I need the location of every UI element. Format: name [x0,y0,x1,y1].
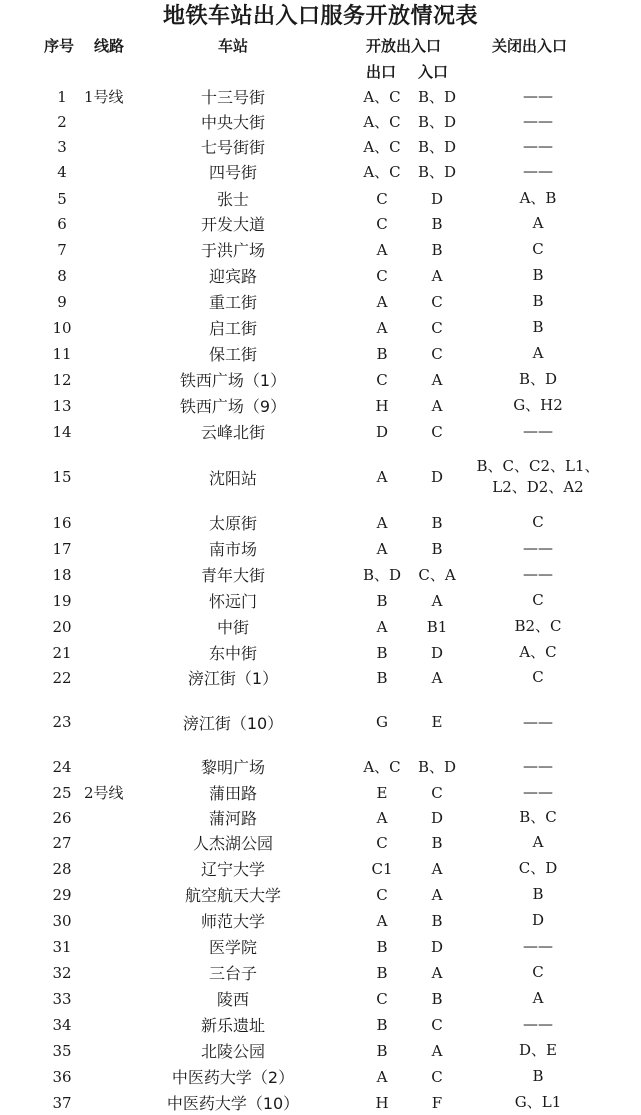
row-entry: C [431,318,443,337]
row-station: 中央大街 [200,113,265,132]
row-exit: C [376,189,388,208]
row-number: 19 [52,591,72,610]
row-line [84,754,144,779]
table-row [0,315,641,340]
row-station: 铁西广场（1） [179,371,287,390]
row-station: 青年大街 [200,566,265,585]
row-line [84,211,144,236]
row-entry: D [430,643,444,662]
row-entry: E [431,713,443,731]
row-closed: B、D [518,370,558,388]
row-exit: A、C [363,88,401,106]
table-row [0,341,641,366]
row-line [84,289,144,314]
row-number: 14 [52,422,72,441]
table-row [0,882,641,907]
header-entry: 入口 [418,63,449,81]
row-station: 怀远门 [208,592,257,611]
row-entry: B、D [417,88,457,106]
row-station: 蒲河路 [208,809,257,828]
table-row [0,640,641,665]
row-exit: A [376,240,388,259]
row-entry: B、D [417,113,457,131]
header-no: 序号 [44,37,75,55]
row-exit: A [376,808,388,827]
row-entry: B [431,513,443,532]
row-exit: A [376,617,388,636]
row-line [84,1012,144,1037]
row-station: 南市场 [208,540,257,559]
row-closed: —— [523,422,553,440]
row-number: 27 [52,833,72,852]
row-line [84,393,144,418]
row-closed: B、C、C2、L1、L2、D2、A2 [476,457,600,496]
row-station: 七号街街 [200,138,265,157]
row-line [84,341,144,366]
row-entry: B [431,240,443,259]
page-title: 地铁车站出入口服务开放情况表 [162,4,478,29]
row-station: 云峰北街 [200,423,265,442]
row-entry: C [431,344,443,363]
row-line [84,419,144,444]
row-closed: D [531,911,545,929]
row-exit: C [376,833,388,852]
row-closed: —— [523,712,553,731]
table-row [0,134,641,159]
row-station: 黎明广场 [200,758,265,777]
row-entry: B [431,989,443,1008]
row-number: 20 [52,617,72,636]
row-number: 12 [52,370,72,389]
row-line [84,882,144,907]
table-row [0,614,641,639]
row-number: 22 [52,668,72,687]
row-line [84,805,144,830]
row-number: 34 [52,1015,72,1034]
row-entry: B、D [417,138,457,156]
row-exit: A [376,911,388,930]
row-station: 辽宁大学 [200,860,265,879]
row-number: 30 [52,911,72,930]
row-closed: C [532,591,544,609]
row-station: 东中街 [208,644,257,663]
row-closed: C、D [518,859,558,877]
table-row [0,536,641,561]
row-station: 开发大道 [200,215,265,234]
row-closed: —— [523,565,553,583]
table-row [0,908,641,933]
row-exit: B [376,963,388,982]
row-exit: B [376,1041,388,1060]
row-exit: A [376,468,388,486]
row-number: 25 [52,783,72,802]
row-line [84,237,144,262]
header-closed: 关闭出入口 [492,37,568,55]
row-entry: C [431,422,443,441]
row-line [84,908,144,933]
row-closed: G、L1 [514,1093,562,1111]
row-number: 33 [52,989,72,1008]
row-closed: C [532,240,544,258]
row-exit: A [376,513,388,532]
row-station: 迎宾路 [208,267,257,286]
row-closed: B [532,885,544,903]
row-exit: C [376,989,388,1008]
row-line [84,452,144,502]
row-line [84,510,144,535]
row-closed: —— [523,783,553,801]
header-line: 线路 [94,37,125,55]
row-station: 师范大学 [200,912,265,931]
row-number: 24 [52,757,72,776]
row-closed: A、C [519,643,557,661]
row-entry: A [431,591,443,610]
row-number: 18 [52,565,72,584]
row-number: 4 [57,162,67,181]
row-line [84,186,144,211]
row-station: 保工街 [208,345,257,364]
row-line [84,536,144,561]
row-closed: B [532,318,544,336]
row-entry: D [430,468,444,486]
row-station: 铁西广场（9） [179,397,287,416]
row-exit: C [376,266,388,285]
row-number: 37 [52,1093,72,1112]
row-closed: —— [523,112,553,130]
row-closed: —— [523,1015,553,1033]
row-number: 10 [52,318,72,337]
table-row [0,510,641,535]
table-row [0,1012,641,1037]
row-exit: B [376,1015,388,1034]
row-number: 26 [52,808,72,827]
row-station: 航空航天大学 [184,886,281,905]
row-line [84,697,144,747]
row-entry: B1 [426,617,448,636]
row-line [84,986,144,1011]
row-number: 28 [52,859,72,878]
row-station: 重工街 [208,293,257,312]
table-row [0,856,641,881]
row-station: 滂江街（10） [182,713,284,733]
row-exit: A、C [363,758,401,776]
row-exit: A [376,318,388,337]
row-closed: —— [523,162,553,180]
row-number: 6 [57,214,67,233]
row-exit: B [376,591,388,610]
table-row [0,419,641,444]
table-row [0,986,641,1011]
row-station: 太原街 [208,514,257,533]
row-closed: D、E [519,1041,557,1059]
row-line [84,1064,144,1089]
row-number: 5 [57,189,67,208]
row-exit: D [375,422,389,441]
row-station: 于洪广场 [200,241,265,260]
table-row [0,84,641,109]
row-line [84,159,144,184]
row-closed: B [532,292,544,310]
row-line [84,562,144,587]
row-line [84,830,144,855]
row-number: 29 [52,885,72,904]
row-entry: C [431,783,443,802]
row-entry: A [431,1041,443,1060]
table-row [0,367,641,392]
row-exit: C [376,214,388,233]
row-station: 启工街 [208,319,257,338]
header-exit: 出口 [366,63,397,81]
row-station: 新乐遗址 [200,1016,265,1035]
row-exit: B [376,668,388,687]
row-number: 23 [52,713,72,731]
row-line [84,588,144,613]
row-closed: C [532,963,544,981]
row-exit: A、C [363,113,401,131]
row-entry: A [431,668,443,687]
row-number: 31 [52,937,72,956]
row-exit: B [376,937,388,956]
header-station: 车站 [218,37,249,55]
row-line: 1号线 [84,88,124,106]
table-row [0,754,641,779]
row-closed: A、B [519,189,557,207]
row-line [84,109,144,134]
table-row [0,237,641,262]
row-closed: B2、C [514,617,562,635]
row-exit: C [376,885,388,904]
row-entry: C [431,1067,443,1086]
row-line [84,367,144,392]
row-station: 张士 [216,190,249,209]
row-station: 十三号街 [200,88,265,107]
row-entry: B、D [417,758,457,776]
row-closed: A [532,214,544,232]
row-closed: C [532,668,544,686]
row-number: 36 [52,1067,72,1086]
row-exit: E [376,783,388,802]
row-entry: D [430,189,444,208]
row-line [84,1090,144,1115]
row-exit: A [376,1067,388,1086]
row-line [84,134,144,159]
row-line [84,640,144,665]
row-station: 中医药大学（2） [171,1068,295,1087]
row-line: 2号线 [84,784,124,802]
row-entry: B、D [417,163,457,181]
row-exit: A、C [363,138,401,156]
row-entry: D [430,937,444,956]
table-row [0,186,641,211]
row-entry: B [431,911,443,930]
row-closed: A [532,833,544,851]
table-row [0,934,641,959]
row-line [84,263,144,288]
row-closed: —— [523,137,553,155]
row-closed: A [532,344,544,362]
row-entry: B [431,833,443,852]
table-row [0,1064,641,1089]
table-row [0,562,641,587]
row-closed: B [532,266,544,284]
row-closed: B [532,1067,544,1085]
table-row [0,1038,641,1063]
table-row [0,665,641,690]
row-line [84,934,144,959]
row-line [84,856,144,881]
row-station: 三台子 [208,964,257,983]
table-row [0,780,641,805]
row-number: 13 [52,396,72,415]
row-entry: F [431,1093,443,1112]
row-number: 15 [52,468,72,486]
row-station: 中街 [216,618,249,637]
row-station: 陵西 [216,990,249,1009]
row-exit: H [375,1093,389,1112]
table-row [0,830,641,855]
row-exit: B、D [362,566,402,584]
row-entry: A [431,963,443,982]
row-number: 8 [57,266,67,285]
row-entry: D [430,808,444,827]
row-closed: G、H2 [513,396,563,414]
row-closed: B、C [519,808,557,826]
row-number: 7 [57,240,67,259]
row-station: 四号街 [208,163,257,182]
row-exit: H [375,396,389,415]
row-line [84,614,144,639]
row-exit: A、C [363,163,401,181]
row-number: 11 [52,344,72,363]
row-line [84,315,144,340]
row-exit: G [376,713,388,731]
row-exit: B [376,344,388,363]
row-entry: C [431,292,443,311]
row-entry: C、A [418,566,456,584]
row-station: 中医药大学（10） [166,1094,300,1113]
row-number: 1 [57,87,67,106]
table-row [0,263,641,288]
table-row [0,805,641,830]
table-row [0,211,641,236]
row-station: 人杰湖公园 [192,834,273,853]
row-exit: C [376,370,388,389]
row-entry: B [431,214,443,233]
row-station: 北陵公园 [200,1042,265,1061]
table-row [0,1090,641,1115]
row-station: 沈阳站 [208,468,257,488]
row-number: 35 [52,1041,72,1060]
row-number: 17 [52,539,72,558]
table-row [0,697,641,747]
row-entry: A [431,370,443,389]
row-closed: —— [523,87,553,105]
row-closed: A [532,989,544,1007]
row-entry: C [431,1015,443,1034]
row-closed: —— [523,539,553,557]
table-row [0,588,641,613]
row-exit: A [376,292,388,311]
row-number: 2 [57,112,67,131]
table-row [0,393,641,418]
table-row [0,109,641,134]
row-closed: C [532,513,544,531]
row-entry: A [431,266,443,285]
row-line [84,1038,144,1063]
row-exit: A [376,539,388,558]
row-entry: A [431,885,443,904]
row-number: 3 [57,137,67,156]
row-exit: B [376,643,388,662]
row-closed: —— [523,757,553,775]
row-station: 蒲田路 [208,784,257,803]
row-entry: B [431,539,443,558]
row-exit: C1 [371,859,393,878]
row-entry: A [431,396,443,415]
row-number: 16 [52,513,72,532]
row-number: 9 [57,292,67,311]
row-line [84,960,144,985]
table-row [0,452,641,502]
row-station: 医学院 [208,938,257,957]
row-line [84,665,144,690]
row-number: 32 [52,963,72,982]
row-number: 21 [52,643,72,662]
row-entry: A [431,859,443,878]
row-station: 滂江街（1） [187,669,279,688]
table-row [0,159,641,184]
header-open: 开放出入口 [366,37,442,55]
table-row [0,960,641,985]
table-row [0,289,641,314]
row-closed: —— [523,937,553,955]
